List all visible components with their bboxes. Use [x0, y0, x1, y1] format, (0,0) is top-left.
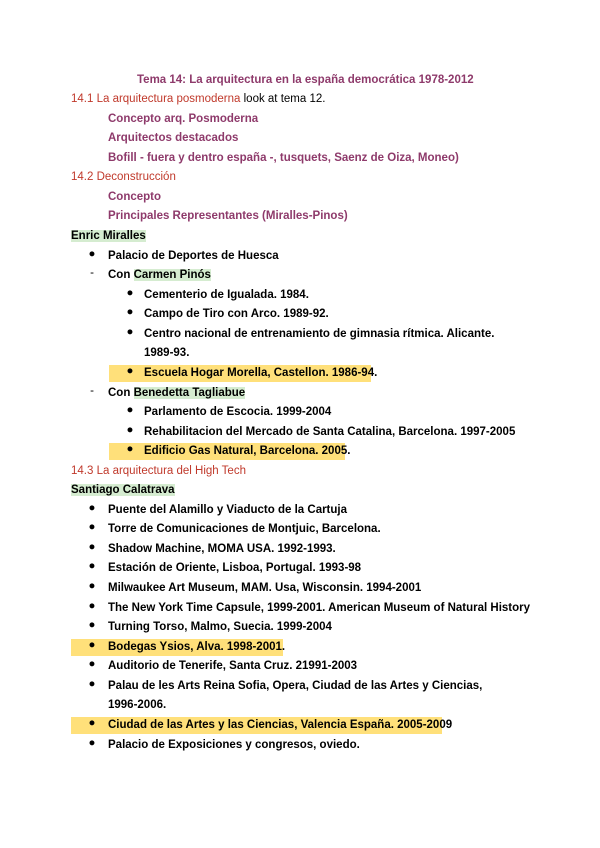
- subsection-item: Arquitectos destacados: [108, 132, 239, 144]
- work-item: Milwaukee Art Museum, MAM. Usa, Wisconsin. 1994-2001: [108, 582, 422, 594]
- architect-name: Enric Miralles: [71, 230, 146, 242]
- work-item: Centro nacional de entrenamiento de gimnasia rítmica. Alicante.: [144, 328, 495, 340]
- dash-icon: -: [90, 385, 94, 397]
- bullet-icon: ●: [126, 424, 134, 436]
- section-14-1-heading: 14.1 La arquitectura posmoderna: [71, 93, 241, 105]
- bullet-icon: ●: [88, 717, 96, 729]
- dash-icon: -: [90, 267, 94, 279]
- collaborator-name: Benedetta Tagliabue: [133, 387, 246, 399]
- bullet-icon: ●: [88, 248, 96, 260]
- subsection-item: Principales Representantes (Miralles-Pinos): [108, 210, 348, 222]
- bullet-icon: ●: [88, 541, 96, 553]
- work-item: Parlamento de Escocia. 1999-2004: [144, 406, 332, 418]
- subsection-item: Concepto: [108, 191, 162, 203]
- subsection-item: Bofill - fuera y dentro españa -, tusquets, Saenz de Oiza, Moneo): [108, 152, 459, 164]
- bullet-icon: ●: [88, 580, 96, 592]
- work-item-highlighted: Bodegas Ysios, Alva. 1998-2001.: [108, 641, 286, 653]
- bullet-icon: ●: [88, 560, 96, 572]
- bullet-icon: ●: [88, 619, 96, 631]
- bullet-icon: ●: [126, 443, 134, 455]
- section-14-2-heading: 14.2 Deconstrucción: [71, 171, 176, 183]
- bullet-icon: ●: [88, 600, 96, 612]
- bullet-icon: ●: [126, 287, 134, 299]
- bullet-icon: ●: [88, 639, 96, 651]
- work-item-continuation: 1989-93.: [144, 347, 190, 359]
- collaborator-line: Con Benedetta Tagliabue: [108, 387, 246, 399]
- section-14-1: [71, 91, 325, 107]
- work-item: Turning Torso, Malmo, Suecia. 1999-2004: [108, 621, 332, 633]
- bullet-icon: ●: [126, 326, 134, 338]
- work-item-highlighted: Edificio Gas Natural, Barcelona. 2005.: [144, 445, 351, 457]
- architect-name: Santiago Calatrava: [71, 484, 175, 496]
- section-14-3-heading: 14.3 La arquitectura del High Tech: [71, 465, 246, 477]
- work-item: Shadow Machine, MOMA USA. 1992-1993.: [108, 543, 336, 555]
- bullet-icon: ●: [126, 365, 134, 377]
- work-item: Torre de Comunicaciones de Montjuic, Barcelona.: [108, 523, 381, 535]
- bullet-icon: ●: [126, 404, 134, 416]
- work-item: Auditorio de Tenerife, Santa Cruz. 21991-2003: [108, 660, 358, 672]
- work-item: Palacio de Exposiciones y congresos, oviedo.: [108, 739, 360, 751]
- work-item: Rehabilitacion del Mercado de Santa Catalina, Barcelona. 1997-2005: [144, 426, 516, 438]
- work-item: Palau de les Arts Reina Sofia, Opera, Ciudad de las Artes y Ciencias,: [108, 680, 483, 692]
- bullet-icon: ●: [88, 737, 96, 749]
- work-item: Campo de Tiro con Arco. 1989-92.: [144, 308, 329, 320]
- subsection-item: Concepto arq. Posmoderna: [108, 113, 259, 125]
- bullet-icon: ●: [126, 306, 134, 318]
- work-item: Estación de Oriente, Lisboa, Portugal. 1993-98: [108, 562, 362, 574]
- collaborator-name: Carmen Pinós: [133, 269, 211, 281]
- work-item-highlighted: Ciudad de las Artes y las Ciencias, Valencia España. 2005-2009: [108, 719, 453, 731]
- work-item: Palacio de Deportes de Huesca: [108, 250, 279, 262]
- section-14-1-note: look at tema 12.: [240, 93, 326, 105]
- document-title: Tema 14: La arquitectura en la españa democrática 1978-2012: [137, 74, 474, 86]
- collaborator-line: Con Carmen Pinós: [108, 269, 211, 281]
- work-item: Puente del Alamillo y Viaducto de la Cartuja: [108, 504, 348, 516]
- work-item: The New York Time Capsule, 1999-2001. American Museum of Natural History: [108, 602, 531, 614]
- work-item-continuation: 1996-2006.: [108, 699, 167, 711]
- work-item: Cementerio de Igualada. 1984.: [144, 289, 309, 301]
- work-item-highlighted: Escuela Hogar Morella, Castellon. 1986-94.: [144, 367, 378, 379]
- bullet-icon: ●: [88, 502, 96, 514]
- bullet-icon: ●: [88, 521, 96, 533]
- bullet-icon: ●: [88, 658, 96, 670]
- bullet-icon: ●: [88, 678, 96, 690]
